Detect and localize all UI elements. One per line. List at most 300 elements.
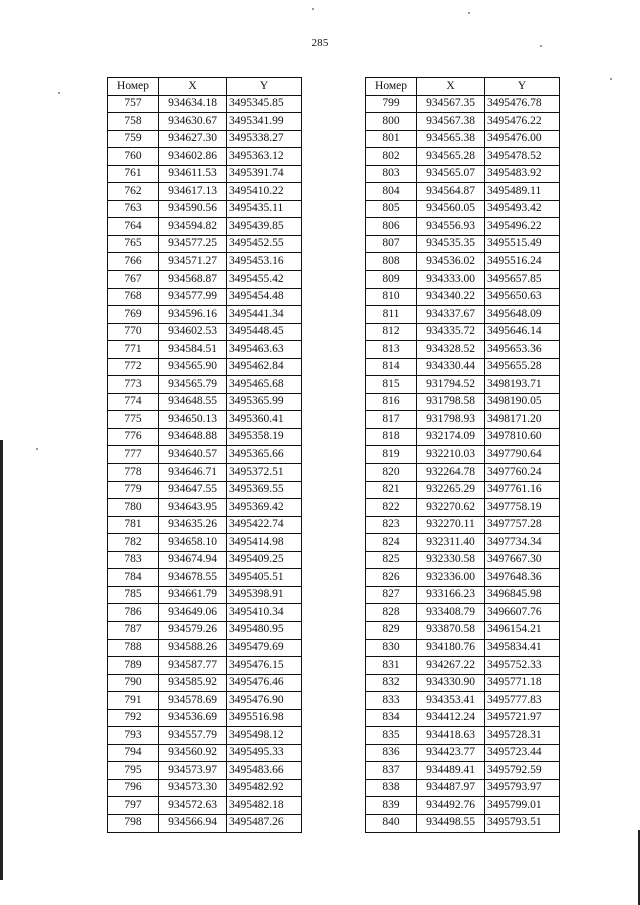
y-coordinate-cell: 3495515.49 xyxy=(485,235,560,253)
y-coordinate-cell: 3495646.14 xyxy=(485,323,560,341)
y-coordinate-cell: 3495480.95 xyxy=(227,621,302,639)
table-row xyxy=(366,586,560,604)
table-row xyxy=(366,621,560,639)
x-coordinate-cell: 934590.56 xyxy=(159,200,227,218)
y-coordinate-cell: 3495476.78 xyxy=(485,95,560,113)
table-row xyxy=(108,639,302,657)
y-coordinate-cell: 3495476.46 xyxy=(227,674,302,692)
header-x: X xyxy=(417,78,485,96)
x-coordinate-cell: 934674.94 xyxy=(159,551,227,569)
x-coordinate-cell: 934658.10 xyxy=(159,534,227,552)
x-coordinate-cell: 934577.25 xyxy=(159,235,227,253)
table-row xyxy=(366,306,560,324)
scan-speck xyxy=(610,78,612,80)
x-coordinate-cell: 934678.55 xyxy=(159,569,227,587)
table-row xyxy=(108,586,302,604)
point-number-cell: 799 xyxy=(366,95,417,113)
y-coordinate-cell: 3495653.36 xyxy=(485,341,560,359)
point-number-cell: 757 xyxy=(108,95,159,113)
scan-edge-mark-left xyxy=(0,440,3,880)
y-coordinate-cell: 3495498.12 xyxy=(227,727,302,745)
point-number-cell: 825 xyxy=(366,551,417,569)
x-coordinate-cell: 932270.62 xyxy=(417,499,485,517)
table-row xyxy=(366,446,560,464)
table-row xyxy=(366,534,560,552)
table-row xyxy=(108,288,302,306)
x-coordinate-cell: 934640.57 xyxy=(159,446,227,464)
y-coordinate-cell: 3495482.92 xyxy=(227,779,302,797)
point-number-cell: 766 xyxy=(108,253,159,271)
y-coordinate-cell: 3495422.74 xyxy=(227,516,302,534)
point-number-cell: 783 xyxy=(108,551,159,569)
point-number-cell: 798 xyxy=(108,814,159,832)
table-row xyxy=(366,183,560,201)
x-coordinate-cell: 934634.18 xyxy=(159,95,227,113)
y-coordinate-cell: 3495493.42 xyxy=(485,200,560,218)
table-row xyxy=(108,306,302,324)
table-row xyxy=(366,165,560,183)
y-coordinate-cell: 3495476.90 xyxy=(227,692,302,710)
point-number-cell: 760 xyxy=(108,148,159,166)
table-header-row xyxy=(108,78,302,96)
x-coordinate-cell: 934585.92 xyxy=(159,674,227,692)
x-coordinate-cell: 932270.11 xyxy=(417,516,485,534)
x-coordinate-cell: 933166.23 xyxy=(417,586,485,604)
x-coordinate-cell: 934340.22 xyxy=(417,288,485,306)
table-row xyxy=(366,113,560,131)
y-coordinate-cell: 3495435.11 xyxy=(227,200,302,218)
point-number-cell: 809 xyxy=(366,271,417,289)
y-coordinate-cell: 3495771.18 xyxy=(485,674,560,692)
table-row xyxy=(108,692,302,710)
y-coordinate-cell: 3497790.64 xyxy=(485,446,560,464)
x-coordinate-cell: 934594.82 xyxy=(159,218,227,236)
y-coordinate-cell: 3495345.85 xyxy=(227,95,302,113)
table-row xyxy=(108,481,302,499)
x-coordinate-cell: 934353.41 xyxy=(417,692,485,710)
point-number-cell: 781 xyxy=(108,516,159,534)
table-row xyxy=(366,235,560,253)
point-number-cell: 829 xyxy=(366,621,417,639)
point-number-cell: 790 xyxy=(108,674,159,692)
point-number-cell: 776 xyxy=(108,428,159,446)
table-row xyxy=(366,341,560,359)
point-number-cell: 758 xyxy=(108,113,159,131)
point-number-cell: 800 xyxy=(366,113,417,131)
x-coordinate-cell: 932264.78 xyxy=(417,464,485,482)
x-coordinate-cell: 934180.76 xyxy=(417,639,485,657)
point-number-cell: 761 xyxy=(108,165,159,183)
y-coordinate-cell: 3495793.97 xyxy=(485,779,560,797)
x-coordinate-cell: 934635.26 xyxy=(159,516,227,534)
table-row xyxy=(366,148,560,166)
table-row xyxy=(108,165,302,183)
y-coordinate-cell: 3496154.21 xyxy=(485,621,560,639)
table-row xyxy=(366,288,560,306)
y-coordinate-cell: 3495441.34 xyxy=(227,306,302,324)
table-row xyxy=(366,709,560,727)
header-number: Номер xyxy=(366,78,417,96)
point-number-cell: 777 xyxy=(108,446,159,464)
y-coordinate-cell: 3495650.63 xyxy=(485,288,560,306)
y-coordinate-cell: 3495358.19 xyxy=(227,428,302,446)
point-number-cell: 802 xyxy=(366,148,417,166)
table-row xyxy=(366,657,560,675)
y-coordinate-cell: 3495463.63 xyxy=(227,341,302,359)
table-row xyxy=(108,183,302,201)
table-row xyxy=(366,727,560,745)
y-coordinate-cell: 3495452.55 xyxy=(227,235,302,253)
table-row xyxy=(108,464,302,482)
x-coordinate-cell: 934330.90 xyxy=(417,674,485,692)
header-number: Номер xyxy=(108,78,159,96)
point-number-cell: 822 xyxy=(366,499,417,517)
x-coordinate-cell: 934565.28 xyxy=(417,148,485,166)
scan-speck xyxy=(36,448,38,450)
table-row xyxy=(108,200,302,218)
x-coordinate-cell: 934568.87 xyxy=(159,271,227,289)
y-coordinate-cell: 3495655.28 xyxy=(485,358,560,376)
table-row xyxy=(108,271,302,289)
x-coordinate-cell: 934330.44 xyxy=(417,358,485,376)
x-coordinate-cell: 931798.93 xyxy=(417,411,485,429)
y-coordinate-cell: 3495476.15 xyxy=(227,657,302,675)
y-coordinate-cell: 3495398.91 xyxy=(227,586,302,604)
y-coordinate-cell: 3495799.01 xyxy=(485,797,560,815)
point-number-cell: 815 xyxy=(366,376,417,394)
x-coordinate-cell: 934602.86 xyxy=(159,148,227,166)
y-coordinate-cell: 3495448.45 xyxy=(227,323,302,341)
y-coordinate-cell: 3495721.97 xyxy=(485,709,560,727)
x-coordinate-cell: 934565.07 xyxy=(417,165,485,183)
y-coordinate-cell: 3497758.19 xyxy=(485,499,560,517)
y-coordinate-cell: 3495723.44 xyxy=(485,744,560,762)
point-number-cell: 835 xyxy=(366,727,417,745)
table-row xyxy=(108,393,302,411)
table-row xyxy=(108,569,302,587)
x-coordinate-cell: 934577.99 xyxy=(159,288,227,306)
point-number-cell: 837 xyxy=(366,762,417,780)
y-coordinate-cell: 3495462.84 xyxy=(227,358,302,376)
x-coordinate-cell: 934535.35 xyxy=(417,235,485,253)
point-number-cell: 812 xyxy=(366,323,417,341)
x-coordinate-cell: 934564.87 xyxy=(417,183,485,201)
point-number-cell: 772 xyxy=(108,358,159,376)
table-row xyxy=(366,218,560,236)
point-number-cell: 819 xyxy=(366,446,417,464)
point-number-cell: 780 xyxy=(108,499,159,517)
x-coordinate-cell: 934567.38 xyxy=(417,113,485,131)
point-number-cell: 796 xyxy=(108,779,159,797)
x-coordinate-cell: 934560.05 xyxy=(417,200,485,218)
x-coordinate-cell: 934335.72 xyxy=(417,323,485,341)
table-row xyxy=(366,551,560,569)
table-row xyxy=(366,481,560,499)
y-coordinate-cell: 3495439.85 xyxy=(227,218,302,236)
x-coordinate-cell: 934588.26 xyxy=(159,639,227,657)
coordinates-table-left xyxy=(107,77,302,833)
table-header-row xyxy=(366,78,560,96)
y-coordinate-cell: 3497734.34 xyxy=(485,534,560,552)
y-coordinate-cell: 3495476.00 xyxy=(485,130,560,148)
y-coordinate-cell: 3495414.98 xyxy=(227,534,302,552)
y-coordinate-cell: 3495365.99 xyxy=(227,393,302,411)
point-number-cell: 813 xyxy=(366,341,417,359)
x-coordinate-cell: 934333.00 xyxy=(417,271,485,289)
point-number-cell: 768 xyxy=(108,288,159,306)
point-number-cell: 833 xyxy=(366,692,417,710)
point-number-cell: 792 xyxy=(108,709,159,727)
table-row xyxy=(108,376,302,394)
table-row xyxy=(108,604,302,622)
table-row xyxy=(366,674,560,692)
y-coordinate-cell: 3495479.69 xyxy=(227,639,302,657)
table-row xyxy=(108,130,302,148)
table-row xyxy=(108,148,302,166)
point-number-cell: 808 xyxy=(366,253,417,271)
point-number-cell: 801 xyxy=(366,130,417,148)
y-coordinate-cell: 3496845.98 xyxy=(485,586,560,604)
y-coordinate-cell: 3495341.99 xyxy=(227,113,302,131)
point-number-cell: 774 xyxy=(108,393,159,411)
y-coordinate-cell: 3495657.85 xyxy=(485,271,560,289)
table-row xyxy=(108,551,302,569)
y-coordinate-cell: 3495454.48 xyxy=(227,288,302,306)
point-number-cell: 793 xyxy=(108,727,159,745)
point-number-cell: 775 xyxy=(108,411,159,429)
table-row xyxy=(108,323,302,341)
table-row xyxy=(366,814,560,832)
y-coordinate-cell: 3495455.42 xyxy=(227,271,302,289)
point-number-cell: 795 xyxy=(108,762,159,780)
x-coordinate-cell: 931794.52 xyxy=(417,376,485,394)
point-number-cell: 807 xyxy=(366,235,417,253)
x-coordinate-cell: 934579.26 xyxy=(159,621,227,639)
y-coordinate-cell: 3495372.51 xyxy=(227,464,302,482)
point-number-cell: 839 xyxy=(366,797,417,815)
point-number-cell: 794 xyxy=(108,744,159,762)
table-row xyxy=(108,814,302,832)
x-coordinate-cell: 933870.58 xyxy=(417,621,485,639)
x-coordinate-cell: 934630.67 xyxy=(159,113,227,131)
y-coordinate-cell: 3495365.66 xyxy=(227,446,302,464)
x-coordinate-cell: 932330.58 xyxy=(417,551,485,569)
x-coordinate-cell: 931798.58 xyxy=(417,393,485,411)
x-coordinate-cell: 934611.53 xyxy=(159,165,227,183)
x-coordinate-cell: 934565.90 xyxy=(159,358,227,376)
y-coordinate-cell: 3495391.74 xyxy=(227,165,302,183)
x-coordinate-cell: 932174.09 xyxy=(417,428,485,446)
table-row xyxy=(366,762,560,780)
coordinates-table-right xyxy=(365,77,560,833)
table-row xyxy=(108,709,302,727)
y-coordinate-cell: 3497761.16 xyxy=(485,481,560,499)
y-coordinate-cell: 3495489.11 xyxy=(485,183,560,201)
table-row xyxy=(366,797,560,815)
x-coordinate-cell: 934566.94 xyxy=(159,814,227,832)
y-coordinate-cell: 3496607.76 xyxy=(485,604,560,622)
x-coordinate-cell: 934647.55 xyxy=(159,481,227,499)
point-number-cell: 784 xyxy=(108,569,159,587)
table-row xyxy=(366,411,560,429)
table-row xyxy=(108,235,302,253)
x-coordinate-cell: 934649.06 xyxy=(159,604,227,622)
point-number-cell: 764 xyxy=(108,218,159,236)
y-coordinate-cell: 3497810.60 xyxy=(485,428,560,446)
x-coordinate-cell: 934648.55 xyxy=(159,393,227,411)
x-coordinate-cell: 934572.63 xyxy=(159,797,227,815)
table-row xyxy=(108,744,302,762)
header-y: Y xyxy=(485,78,560,96)
table-row xyxy=(366,358,560,376)
point-number-cell: 778 xyxy=(108,464,159,482)
table-row xyxy=(366,95,560,113)
scan-speck xyxy=(468,12,470,14)
point-number-cell: 791 xyxy=(108,692,159,710)
y-coordinate-cell: 3495792.59 xyxy=(485,762,560,780)
x-coordinate-cell: 934412.24 xyxy=(417,709,485,727)
point-number-cell: 838 xyxy=(366,779,417,797)
point-number-cell: 769 xyxy=(108,306,159,324)
x-coordinate-cell: 934573.30 xyxy=(159,779,227,797)
x-coordinate-cell: 934560.92 xyxy=(159,744,227,762)
x-coordinate-cell: 934617.13 xyxy=(159,183,227,201)
y-coordinate-cell: 3495360.41 xyxy=(227,411,302,429)
x-coordinate-cell: 932336.00 xyxy=(417,569,485,587)
header-y: Y xyxy=(227,78,302,96)
y-coordinate-cell: 3498190.05 xyxy=(485,393,560,411)
y-coordinate-cell: 3498193.71 xyxy=(485,376,560,394)
y-coordinate-cell: 3498171.20 xyxy=(485,411,560,429)
table-row xyxy=(366,393,560,411)
x-coordinate-cell: 934556.93 xyxy=(417,218,485,236)
table-row xyxy=(108,516,302,534)
point-number-cell: 762 xyxy=(108,183,159,201)
table-row xyxy=(108,358,302,376)
point-number-cell: 811 xyxy=(366,306,417,324)
table-row xyxy=(108,499,302,517)
point-number-cell: 828 xyxy=(366,604,417,622)
x-coordinate-cell: 934602.53 xyxy=(159,323,227,341)
x-coordinate-cell: 934536.69 xyxy=(159,709,227,727)
table-row xyxy=(366,516,560,534)
x-coordinate-cell: 934646.71 xyxy=(159,464,227,482)
table-row xyxy=(108,779,302,797)
table-row xyxy=(108,113,302,131)
table-row xyxy=(366,428,560,446)
point-number-cell: 787 xyxy=(108,621,159,639)
table-row xyxy=(108,797,302,815)
y-coordinate-cell: 3495482.18 xyxy=(227,797,302,815)
point-number-cell: 805 xyxy=(366,200,417,218)
x-coordinate-cell: 932311.40 xyxy=(417,534,485,552)
x-coordinate-cell: 934650.13 xyxy=(159,411,227,429)
x-coordinate-cell: 934328.52 xyxy=(417,341,485,359)
point-number-cell: 759 xyxy=(108,130,159,148)
x-coordinate-cell: 934648.88 xyxy=(159,428,227,446)
y-coordinate-cell: 3495405.51 xyxy=(227,569,302,587)
point-number-cell: 767 xyxy=(108,271,159,289)
y-coordinate-cell: 3495478.52 xyxy=(485,148,560,166)
point-number-cell: 830 xyxy=(366,639,417,657)
x-coordinate-cell: 934571.27 xyxy=(159,253,227,271)
point-number-cell: 786 xyxy=(108,604,159,622)
y-coordinate-cell: 3495793.51 xyxy=(485,814,560,832)
table-row xyxy=(366,639,560,657)
y-coordinate-cell: 3495338.27 xyxy=(227,130,302,148)
table-row xyxy=(366,779,560,797)
table-row xyxy=(108,341,302,359)
x-coordinate-cell: 934267.22 xyxy=(417,657,485,675)
x-coordinate-cell: 934536.02 xyxy=(417,253,485,271)
table-row xyxy=(108,218,302,236)
point-number-cell: 810 xyxy=(366,288,417,306)
table-row xyxy=(366,692,560,710)
x-coordinate-cell: 934567.35 xyxy=(417,95,485,113)
point-number-cell: 770 xyxy=(108,323,159,341)
x-coordinate-cell: 934418.63 xyxy=(417,727,485,745)
point-number-cell: 823 xyxy=(366,516,417,534)
point-number-cell: 765 xyxy=(108,235,159,253)
table-row xyxy=(108,411,302,429)
y-coordinate-cell: 3497757.28 xyxy=(485,516,560,534)
y-coordinate-cell: 3495777.83 xyxy=(485,692,560,710)
y-coordinate-cell: 3497760.24 xyxy=(485,464,560,482)
x-coordinate-cell: 934565.38 xyxy=(417,130,485,148)
table-row xyxy=(108,446,302,464)
y-coordinate-cell: 3495496.22 xyxy=(485,218,560,236)
x-coordinate-cell: 934661.79 xyxy=(159,586,227,604)
point-number-cell: 763 xyxy=(108,200,159,218)
table-row xyxy=(108,253,302,271)
y-coordinate-cell: 3495410.22 xyxy=(227,183,302,201)
point-number-cell: 821 xyxy=(366,481,417,499)
table-row xyxy=(108,428,302,446)
x-coordinate-cell: 934492.76 xyxy=(417,797,485,815)
y-coordinate-cell: 3497648.36 xyxy=(485,569,560,587)
x-coordinate-cell: 933408.79 xyxy=(417,604,485,622)
x-coordinate-cell: 934557.79 xyxy=(159,727,227,745)
table-row xyxy=(366,569,560,587)
y-coordinate-cell: 3495752.33 xyxy=(485,657,560,675)
table-row xyxy=(366,604,560,622)
table-row xyxy=(108,762,302,780)
y-coordinate-cell: 3495487.26 xyxy=(227,814,302,832)
y-coordinate-cell: 3495453.16 xyxy=(227,253,302,271)
y-coordinate-cell: 3495476.22 xyxy=(485,113,560,131)
y-coordinate-cell: 3495648.09 xyxy=(485,306,560,324)
point-number-cell: 771 xyxy=(108,341,159,359)
y-coordinate-cell: 3495369.42 xyxy=(227,499,302,517)
table-row xyxy=(366,464,560,482)
table-row xyxy=(108,674,302,692)
table-row xyxy=(366,323,560,341)
y-coordinate-cell: 3495516.24 xyxy=(485,253,560,271)
table-row xyxy=(366,499,560,517)
scan-speck xyxy=(540,45,542,47)
x-coordinate-cell: 934565.79 xyxy=(159,376,227,394)
table-row xyxy=(366,200,560,218)
x-coordinate-cell: 934643.95 xyxy=(159,499,227,517)
table-row xyxy=(108,534,302,552)
y-coordinate-cell: 3497667.30 xyxy=(485,551,560,569)
point-number-cell: 816 xyxy=(366,393,417,411)
x-coordinate-cell: 934498.55 xyxy=(417,814,485,832)
scan-speck xyxy=(58,92,60,94)
point-number-cell: 818 xyxy=(366,428,417,446)
point-number-cell: 782 xyxy=(108,534,159,552)
point-number-cell: 773 xyxy=(108,376,159,394)
